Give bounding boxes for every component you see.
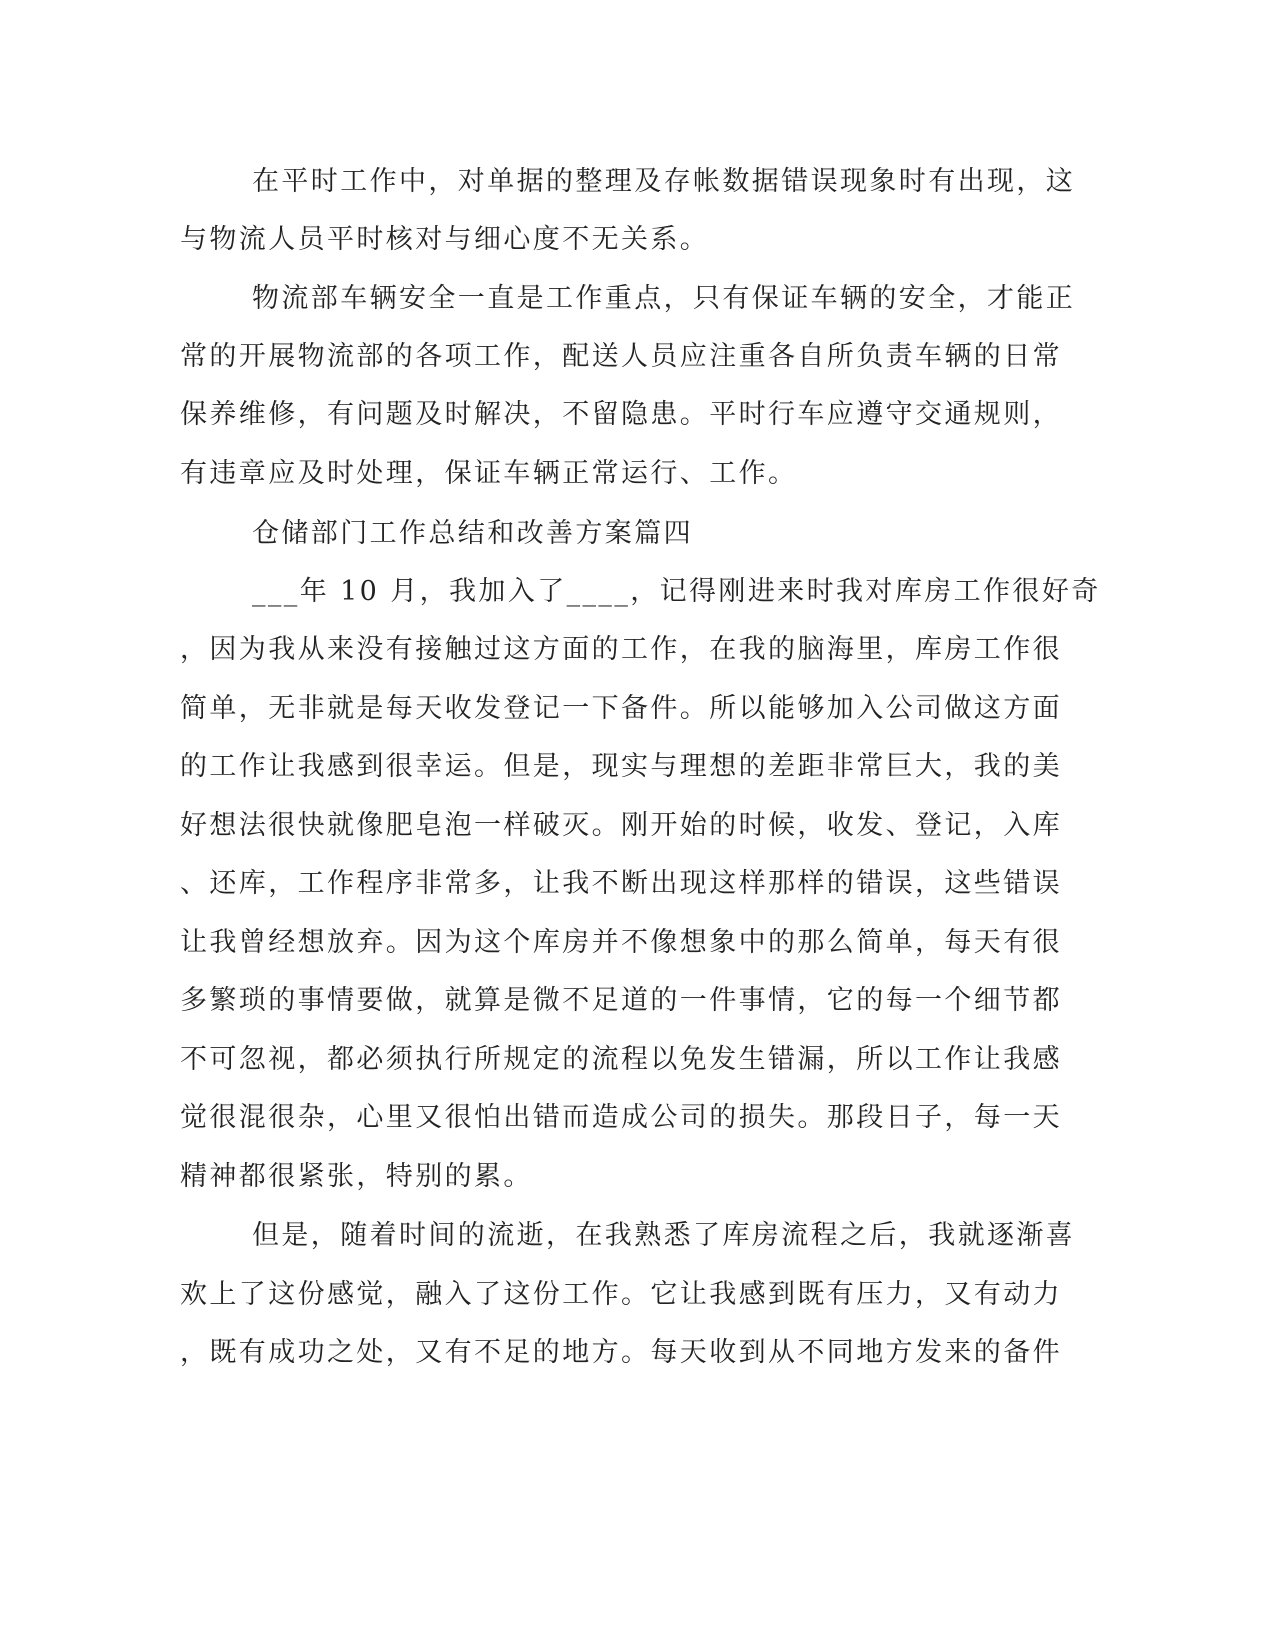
text-line: 、还库，工作程序非常多，让我不断出现这样那样的错误，这些错误 [180, 868, 1062, 899]
text-line: ___年 10 月，我加入了____，记得刚进来时我对库房工作很好奇 [252, 576, 1101, 607]
text-line: 在平时工作中，对单据的整理及存帐数据错误现象时有出现，这 [252, 166, 1076, 197]
section-heading: 仓储部门工作总结和改善方案篇四 [252, 518, 693, 549]
text-line: 多繁琐的事情要做，就算是微不足道的一件事情，它的每一个细节都 [180, 985, 1062, 1016]
text-line: 让我曾经想放弃。因为这个库房并不像想象中的那么简单，每天有很 [180, 927, 1062, 958]
text-line: 常的开展物流部的各项工作，配送人员应注重各自所负责车辆的日常 [180, 341, 1062, 372]
text-line: 欢上了这份感觉，融入了这份工作。它让我感到既有压力，又有动力 [180, 1279, 1062, 1310]
text-line: ，既有成功之处，又有不足的地方。每天收到从不同地方发来的备件 [180, 1337, 1062, 1368]
text-line: 好想法很快就像肥皂泡一样破灭。刚开始的时候，收发、登记，入库 [180, 810, 1062, 841]
text-line: 保养维修，有问题及时解决，不留隐患。平时行车应遵守交通规则， [180, 399, 1062, 430]
text-line: 简单，无非就是每天收发登记一下备件。所以能够加入公司做这方面 [180, 693, 1062, 724]
text-line: 物流部车辆安全一直是工作重点，只有保证车辆的安全，才能正 [252, 283, 1076, 314]
text-line: 与物流人员平时核对与细心度不无关系。 [180, 224, 710, 255]
text-line: 不可忽视，都必须执行所规定的流程以免发生错漏，所以工作让我感 [180, 1044, 1062, 1075]
text-line: 有违章应及时处理，保证车辆正常运行、工作。 [180, 458, 798, 489]
text-line: ，因为我从来没有接触过这方面的工作，在我的脑海里，库房工作很 [180, 634, 1062, 665]
text-line: 精神都很紧张，特别的累。 [180, 1161, 533, 1192]
text-line: 但是，随着时间的流逝，在我熟悉了库房流程之后，我就逐渐喜 [252, 1220, 1076, 1251]
text-line: 觉很混很杂，心里又很怕出错而造成公司的损失。那段日子，每一天 [180, 1102, 1062, 1133]
text-line: 的工作让我感到很幸运。但是，现实与理想的差距非常巨大，我的美 [180, 751, 1062, 782]
